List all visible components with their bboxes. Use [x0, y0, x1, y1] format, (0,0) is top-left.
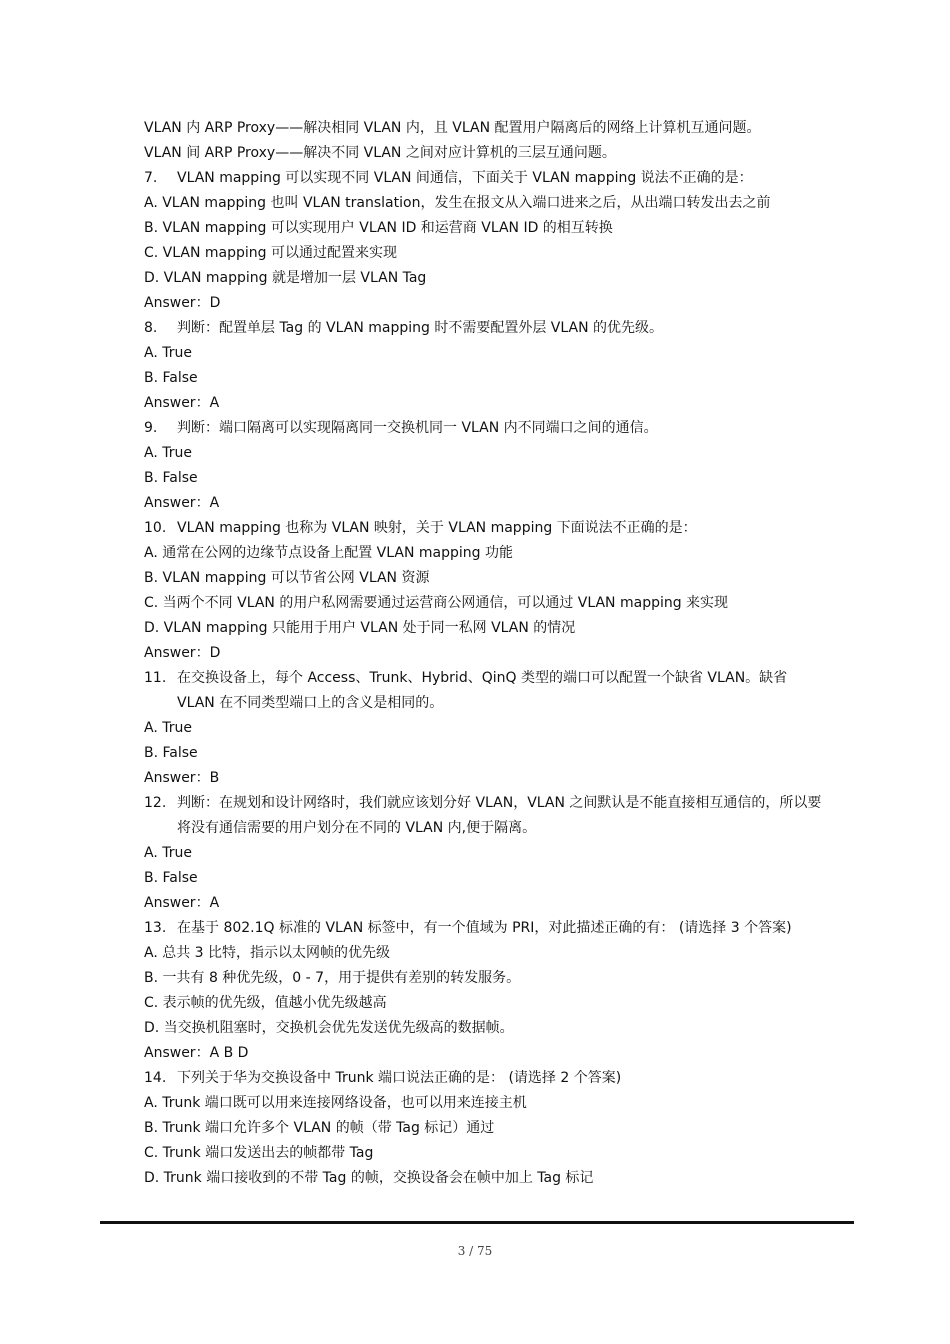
option: A. 通常在公网的边缘节点设备上配置 VLAN mapping 功能: [144, 545, 513, 561]
page-number: 3 / 75: [457, 1244, 493, 1258]
question-text: 在基于 802.1Q 标准的 VLAN 标签中，有一个值域为 PRI，对此描述正确的有： (请选择 3 个答案): [177, 920, 792, 936]
question-text: VLAN mapping 也称为 VLAN 映射，关于 VLAN mapping 下面说法不正确的是：: [177, 520, 697, 536]
option: B. Trunk 端口允许多个 VLAN 的帧（带 Tag 标记）通过: [144, 1120, 495, 1136]
option: D. 当交换机阻塞时，交换机会优先发送优先级高的数据帧。: [144, 1020, 514, 1036]
question-text: 下列关于华为交换设备中 Trunk 端口说法正确的是： (请选择 2 个答案): [177, 1070, 622, 1086]
option: D. VLAN mapping 就是增加一层 VLAN Tag: [144, 270, 427, 286]
answer: Answer：A: [144, 395, 220, 411]
option: D. Trunk 端口接收到的不带 Tag 的帧，交换设备会在帧中加上 Tag 标记: [144, 1170, 594, 1186]
question-text: 判断：配置单层 Tag 的 VLAN mapping 时不需要配置外层 VLAN 的优先级。: [177, 320, 663, 336]
option: C. VLAN mapping 可以通过配置来实现: [144, 245, 397, 261]
question-number: 12.: [144, 795, 167, 811]
question-12: [144, 791, 824, 841]
question-number: 11.: [144, 670, 167, 686]
option: C. 当两个不同 VLAN 的用户私网需要通过运营商公网通信，可以通过 VLAN mapping 来实现: [144, 595, 729, 611]
question-9: [144, 416, 824, 441]
question-number: 14.: [144, 1070, 167, 1086]
option: B. False: [144, 470, 198, 486]
option: A. 总共 3 比特，指示以太网帧的优先级: [144, 945, 391, 961]
option: B. False: [144, 370, 198, 386]
answer: Answer：D: [144, 295, 221, 311]
question-number: 7.: [144, 170, 158, 186]
option: A. True: [144, 445, 192, 461]
answer: Answer：B: [144, 770, 220, 786]
question-text: 判断：在规划和设计网络时，我们就应该划分好 VLAN，VLAN 之间默认是不能直接相互通信的，所以要将没有通信需要的用户划分在不同的 VLAN 内,便于隔离。: [177, 795, 822, 836]
option: A. Trunk 端口既可以用来连接网络设备，也可以用来连接主机: [144, 1095, 527, 1111]
answer: Answer：A B D: [144, 1045, 249, 1061]
option: C. 表示帧的优先级，值越小优先级越高: [144, 995, 387, 1011]
option: D. VLAN mapping 只能用于用户 VLAN 处于同一私网 VLAN 的情况: [144, 620, 576, 636]
option: B. VLAN mapping 可以实现用户 VLAN ID 和运营商 VLAN ID 的相互转换: [144, 220, 613, 236]
question-text: 在交换设备上，每个 Access、Trunk、Hybrid、QinQ 类型的端口可以配置一个缺省 VLAN。缺省 VLAN 在不同类型端口上的含义是相同的。: [177, 670, 788, 711]
question-text: VLAN mapping 可以实现不同 VLAN 间通信，下面关于 VLAN mapping 说法不正确的是：: [177, 170, 753, 186]
option: A. True: [144, 720, 192, 736]
intro-line: VLAN 内 ARP Proxy——解决相同 VLAN 内，且 VLAN 配置用户隔离后的网络上计算机互通问题。: [144, 120, 761, 136]
option: A. True: [144, 345, 192, 361]
question-number: 8.: [144, 320, 158, 336]
question-7: [144, 166, 824, 191]
question-13: [144, 916, 824, 941]
question-number: 10.: [144, 520, 167, 536]
question-14: [144, 1066, 824, 1091]
footer-divider: [100, 1221, 854, 1224]
option: A. True: [144, 845, 192, 861]
page-content: [144, 116, 824, 1191]
option: A. VLAN mapping 也叫 VLAN translation，发生在报文从入端口进来之后，从出端口转发出去之前: [144, 195, 771, 211]
option: B. VLAN mapping 可以节省公网 VLAN 资源: [144, 570, 430, 586]
question-8: [144, 316, 824, 341]
option: B. False: [144, 745, 198, 761]
answer: Answer：A: [144, 895, 220, 911]
intro-line: VLAN 间 ARP Proxy——解决不同 VLAN 之间对应计算机的三层互通问题。: [144, 145, 616, 161]
answer: Answer：D: [144, 645, 221, 661]
question-number: 13.: [144, 920, 167, 936]
question-text: 判断：端口隔离可以实现隔离同一交换机同一 VLAN 内不同端口之间的通信。: [177, 420, 658, 436]
question-number: 9.: [144, 420, 158, 436]
answer: Answer：A: [144, 495, 220, 511]
question-10: [144, 516, 824, 541]
question-11: [144, 666, 824, 716]
option: C. Trunk 端口发送出去的帧都带 Tag: [144, 1145, 374, 1161]
option: B. False: [144, 870, 198, 886]
option: B. 一共有 8 种优先级，0 - 7，用于提供有差别的转发服务。: [144, 970, 521, 986]
